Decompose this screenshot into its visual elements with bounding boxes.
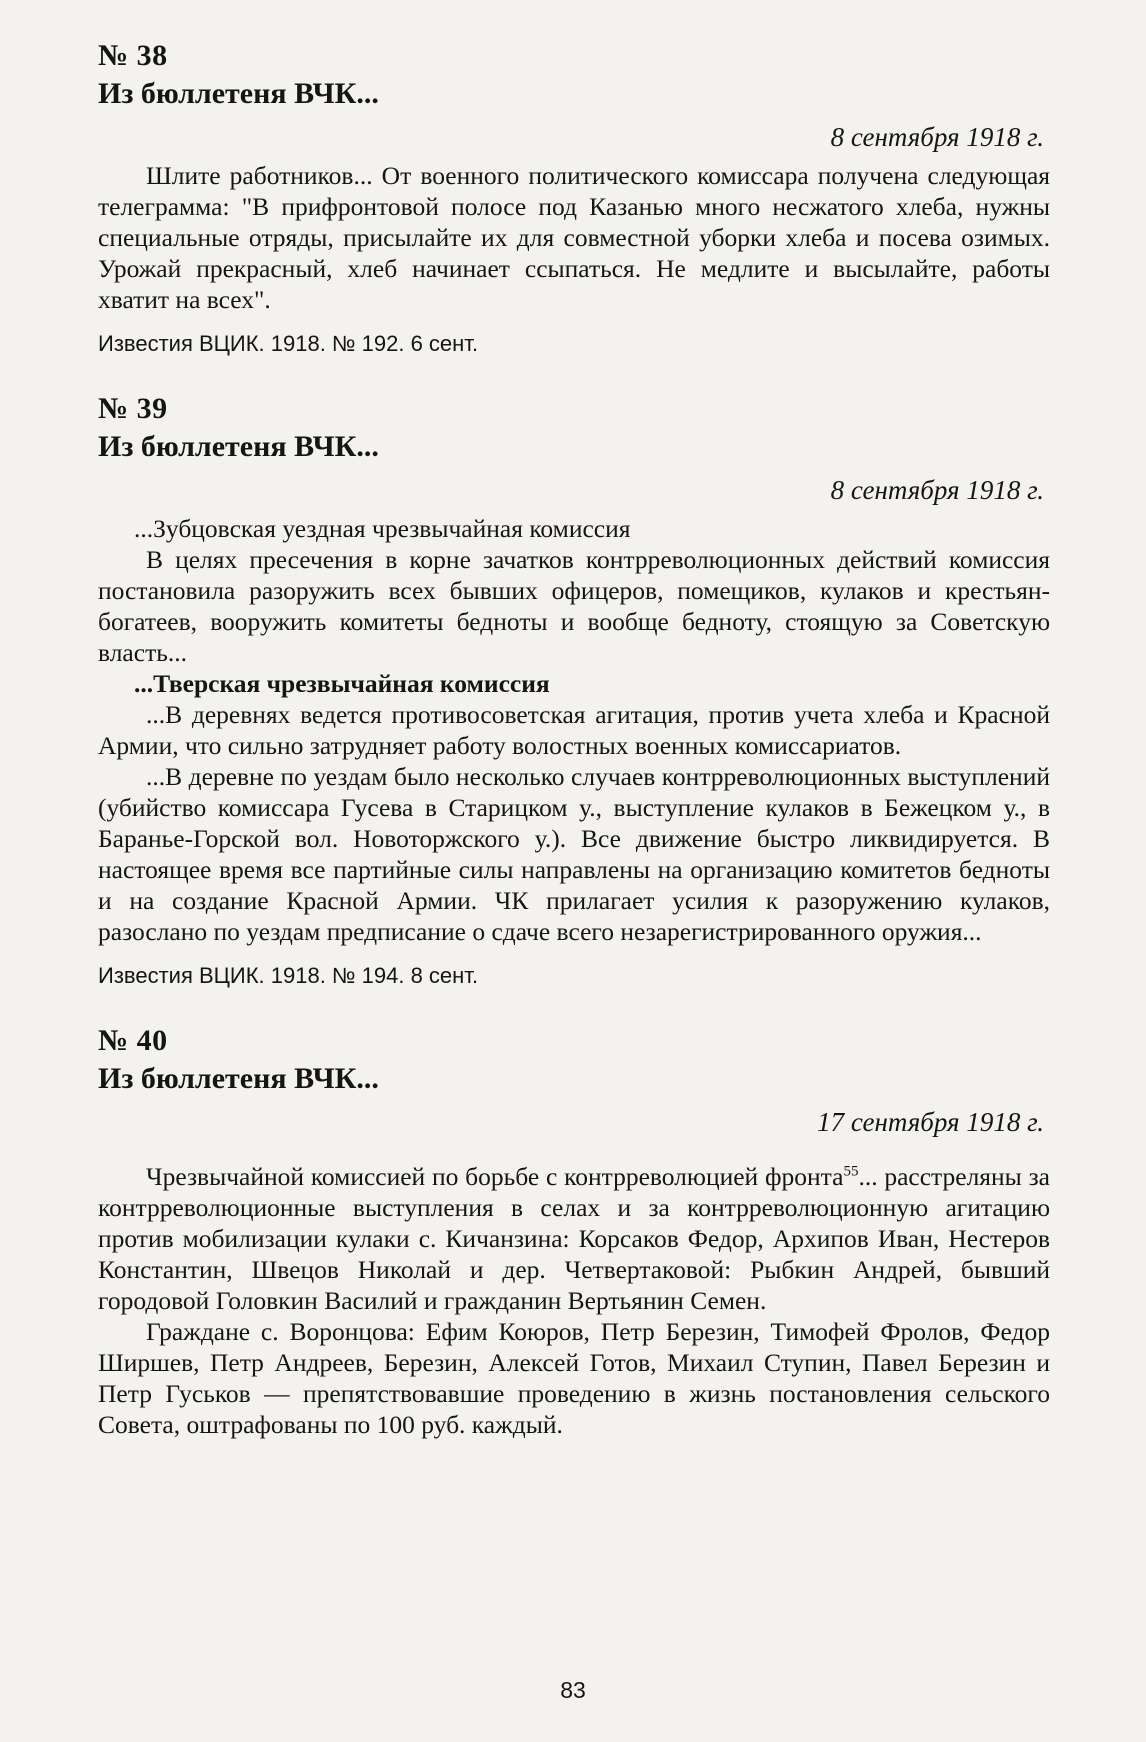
paragraph: ...В деревнях ведется противосоветская агитация, против учета хлеба и Красной Армии, что сильно затрудняет работу волостных военных комиссариатов. xyxy=(98,700,1050,760)
paragraph: ...В деревне по уездам было несколько случаев контрреволюционных выступлений (убийство комиссара Гусева в Старицком у., выступление кулаков в Бежецком у., в Баранье-Горской вол. Новоторжского у.). Все движение быстро ликвидируется. В настоящее время все партийные силы направлены на организацию комитетов бедноты и на создание Красной Армии. ЧК прилагает усилия к разоружению кулаков, разослано по уездам предписание о сдаче всего незарегистрированного оружия... xyxy=(98,762,1050,946)
paragraph: Шлите работников... От военного политического комиссара получена следующая телеграмма: "В прифронтовой полосе под Казанью много несжатого хлеба, нужны специальные отряды, присылайте их для совместной уборки хлеба и посева озимых. Урожай прекрасный, хлеб начинает ссыпаться. Не медлите и высылайте, работы хватит на всех". xyxy=(98,161,1050,314)
footnote-ref[interactable]: 55 xyxy=(843,1163,859,1180)
source-citation: Известия ВЦИК. 1918. № 194. 8 сент. xyxy=(98,963,479,988)
paragraph: В целях пресечения в корне зачатков контрреволюционных действий комиссия постановила разоружить всех бывших офицеров, помещиков, кулаков и крестьян-богатеев, вооружить комитеты бедноты и вообще бедноту, стоящую за Советскую власть... xyxy=(98,545,1050,667)
document-39 xyxy=(98,391,1050,991)
document-date: 17 сентября 1918 г. xyxy=(817,1107,1044,1137)
document-38 xyxy=(98,38,1050,359)
page-content xyxy=(98,38,1050,1440)
document-heading: Из бюллетеня ВЧК... xyxy=(98,77,379,110)
source-citation: Известия ВЦИК. 1918. № 192. 6 сент. xyxy=(98,331,479,356)
document-number: № 39 xyxy=(98,392,168,425)
document-date: 8 сентября 1918 г. xyxy=(830,122,1044,152)
document-number: № 40 xyxy=(98,1024,168,1057)
subsection-title: ...Тверская чрезвычайная комиссия xyxy=(134,669,550,698)
paragraph xyxy=(98,1161,1050,1316)
document-heading: Из бюллетеня ВЧК... xyxy=(98,430,379,463)
subsection-title: ...Зубцовская уездная чрезвычайная комиссия xyxy=(134,514,631,543)
document-date: 8 сентября 1918 г. xyxy=(830,475,1044,505)
document-40 xyxy=(98,1023,1050,1440)
paragraph-text: ... расстреляны за контрреволюционные выступления в селах и за контрреволюционную агитацию против мобилизации кулаки с. Кичанзина: Корсаков Федор, Архипов Иван, Нестеров Константин, Швецов Николай и дер. Четвертаковой: Рыбкин Андрей, бывший городовой Головкин Василий и гражданин Вертьянин Семен. xyxy=(98,1162,1050,1315)
page-number: 83 xyxy=(560,1677,586,1703)
document-heading: Из бюллетеня ВЧК... xyxy=(98,1062,379,1095)
paragraph-text: Чрезвычайной комиссией по борьбе с контрреволюцией фронта xyxy=(146,1162,844,1191)
document-number: № 38 xyxy=(98,39,168,72)
paragraph: Граждане с. Воронцова: Ефим Коюров, Петр Березин, Тимофей Фролов, Федор Ширшев, Петр Андреев, Березин, Алексей Готов, Михаил Ступин, Павел Березин и Петр Гуськов — препятствовавшие проведению в жизнь постановления сельского Совета, оштрафованы по 100 руб. каждый. xyxy=(98,1317,1050,1439)
